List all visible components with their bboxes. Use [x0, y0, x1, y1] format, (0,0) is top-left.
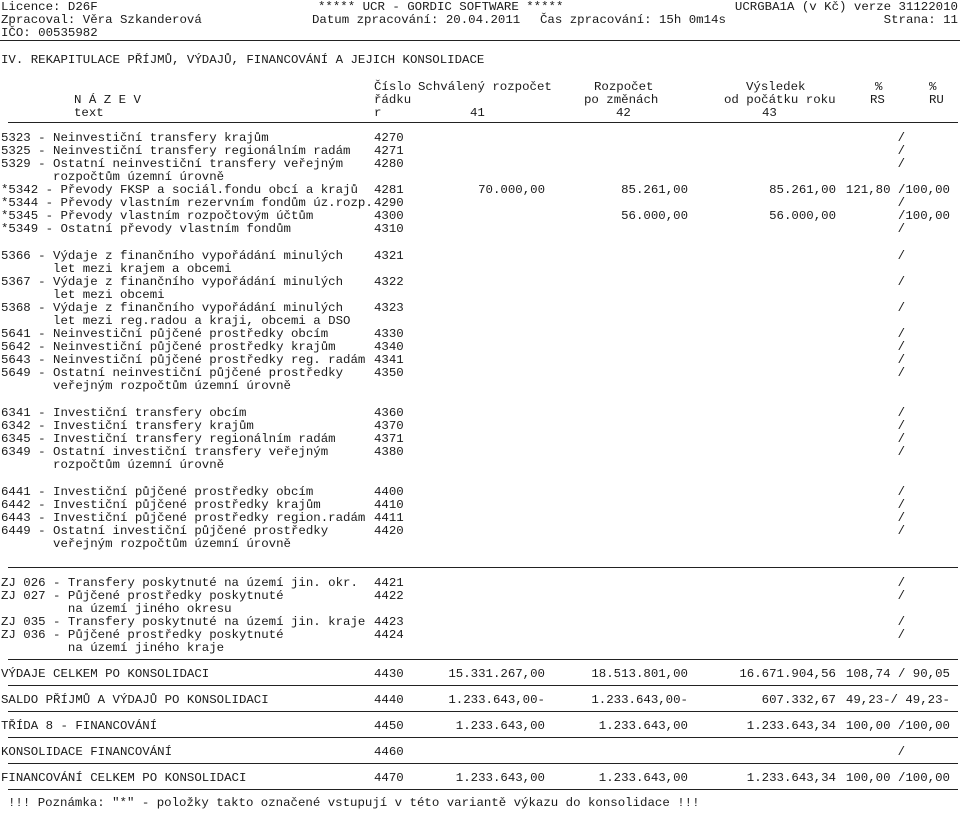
row-pct: / [897, 628, 905, 642]
row-name: ZJ 027 - Půjčené prostředky poskytnuté [1, 589, 284, 603]
col-rs: RS [870, 93, 885, 107]
row-schvaleny: 1.233.643,00- [448, 693, 545, 707]
row-number: 4290 [374, 196, 404, 210]
row-number: 4371 [374, 432, 404, 446]
row-number: 4424 [374, 628, 404, 642]
table-row [0, 157, 960, 171]
table-row [0, 485, 960, 499]
row-pct: / [897, 157, 905, 171]
row-pct: / [897, 196, 905, 210]
header-line-2 [0, 13, 960, 27]
row-number: 4271 [374, 144, 404, 158]
col-schvaleny: Schválený rozpočet [418, 80, 552, 94]
table-row [0, 589, 960, 603]
row-name: TŘÍDA 8 - FINANCOVÁNÍ [1, 719, 158, 733]
col-text: text [74, 106, 104, 120]
table-row [0, 719, 960, 733]
col-41: 41 [470, 106, 485, 120]
row-name: rozpočtům územní úrovně [1, 170, 225, 184]
row-pct: / [897, 745, 905, 759]
row-pct: / [897, 301, 905, 315]
row-pct: / [897, 249, 905, 263]
row-pct: 49,23-/ 49,23- [845, 693, 950, 707]
table-row [0, 745, 960, 759]
row-po-zmenach: 1.233.643,00 [598, 719, 688, 733]
row-name: let mezi krajem a obcemi [1, 262, 232, 276]
row-name: 6341 - Investiční transfery obcím [1, 406, 247, 420]
row-name: ZJ 026 - Transfery poskytnuté na území jin. okr. [1, 576, 358, 590]
row-number: 4400 [374, 485, 404, 499]
row-name: 5643 - Neinvestiční půjčené prostředky reg. radám [1, 353, 366, 367]
table-row-continuation [0, 314, 960, 328]
column-header-row-3 [0, 106, 960, 120]
row-number: 4380 [374, 445, 404, 459]
table-row [0, 366, 960, 380]
col-pct-1: % [875, 80, 883, 94]
row-po-zmenach: 85.261,00 [621, 183, 688, 197]
col-vysledek: Výsledek [746, 80, 806, 94]
row-name: let mezi reg.radou a kraji, obcemi a DSO [1, 314, 351, 328]
rule-before-financovani-celkem [8, 763, 958, 764]
row-name: 6345 - Investiční transfery regionálním radám [1, 432, 336, 446]
row-pct: / [897, 327, 905, 341]
row-number: 4321 [374, 249, 404, 263]
col-42: 42 [616, 106, 631, 120]
table-row [0, 576, 960, 590]
table-row-continuation [0, 379, 960, 393]
table-row [0, 209, 960, 223]
footnote [0, 796, 960, 810]
table-row-continuation [0, 170, 960, 184]
row-number: 4350 [374, 366, 404, 380]
row-name: ZJ 036 - Půjčené prostředky poskytnuté [1, 628, 284, 642]
processed-by: Zpracoval: Věra Szkanderová [1, 13, 202, 27]
rule-before-konsolidace [8, 737, 958, 738]
row-number: 4330 [374, 327, 404, 341]
row-pct: / [897, 340, 905, 354]
table-row-continuation [0, 641, 960, 655]
row-name: 6449 - Ostatní investiční půjčené prostředky [1, 524, 329, 538]
table-row [0, 353, 960, 367]
row-name: 5325 - Neinvestiční transfery regionálním radám [1, 144, 351, 158]
rule-before-vydaje [8, 659, 958, 660]
row-number: 4323 [374, 301, 404, 315]
table-row [0, 249, 960, 263]
table-row [0, 498, 960, 512]
row-name: 5323 - Neinvestiční transfery krajům [1, 131, 269, 145]
row-name: 6342 - Investiční transfery krajům [1, 419, 254, 433]
table-row [0, 327, 960, 341]
row-number: 4411 [374, 511, 404, 525]
table-row [0, 628, 960, 642]
row-pct: / [897, 144, 905, 158]
row-pct: / [897, 131, 905, 145]
row-number: 4423 [374, 615, 404, 629]
col-cislo: Číslo [374, 80, 412, 94]
table-row-continuation [0, 288, 960, 302]
processing-time: Čas zpracování: 15h 0m14s [540, 13, 726, 27]
row-name: *5344 - Převody vlastním rezervním fondům úz.rozp. [1, 196, 373, 210]
row-schvaleny: 70.000,00 [478, 183, 545, 197]
row-pct: / [897, 222, 905, 236]
row-number: 4470 [374, 771, 404, 785]
row-pct: 100,00 /100,00 [845, 771, 950, 785]
table-row [0, 419, 960, 433]
header-line-3 [0, 26, 960, 40]
row-vysledek: 56.000,00 [769, 209, 836, 223]
row-pct: 108,74 / 90,05 [845, 667, 950, 681]
row-name: 6442 - Investiční půjčené prostředky krajům [1, 498, 321, 512]
col-nazev: N Á Z E V [74, 93, 141, 107]
table-row [0, 222, 960, 236]
table-row [0, 667, 960, 681]
row-name: 6443 - Investiční půjčené prostředky region.radám [1, 511, 366, 525]
table-row [0, 432, 960, 446]
page-number: Strana: 11 [883, 13, 958, 27]
table-row [0, 406, 960, 420]
row-name: na území jiného okresu [1, 602, 232, 616]
header-rule [0, 40, 960, 41]
row-number: 4360 [374, 406, 404, 420]
row-number: 4422 [374, 589, 404, 603]
row-pct: / [897, 576, 905, 590]
row-name: KONSOLIDACE FINANCOVÁNÍ [1, 745, 173, 759]
table-row-continuation [0, 458, 960, 472]
row-name: *5345 - Převody vlastním rozpočtovým účtům [1, 209, 314, 223]
row-pct: / [897, 524, 905, 538]
row-number: 4341 [374, 353, 404, 367]
table-row-continuation [0, 602, 960, 616]
row-number: 4410 [374, 498, 404, 512]
row-name: 6349 - Ostatní investiční transfery veřejným [1, 445, 329, 459]
row-pct: / [897, 511, 905, 525]
row-name: 5367 - Výdaje z finančního vypořádání minulých [1, 275, 344, 289]
row-po-zmenach: 18.513.801,00 [591, 667, 688, 681]
row-number: 4420 [374, 524, 404, 538]
section-title-text: IV. REKAPITULACE PŘÍJMŮ, VÝDAJŮ, FINANCOVÁNÍ A JEJICH KONSOLIDACE [1, 53, 485, 67]
col-radku: řádku [374, 93, 412, 107]
row-number: 4310 [374, 222, 404, 236]
row-pct: / [897, 589, 905, 603]
row-name: 5329 - Ostatní neinvestiční transfery veřejným [1, 157, 344, 171]
row-vysledek: 16.671.904,56 [739, 667, 836, 681]
section-title [0, 53, 960, 67]
table-row [0, 131, 960, 145]
col-ru: RU [929, 93, 944, 107]
table-row [0, 524, 960, 538]
table-row [0, 693, 960, 707]
processed-date: Datum zpracování: 20.04.2011 [312, 13, 521, 27]
row-pct: / [897, 366, 905, 380]
column-header-rule [8, 122, 958, 123]
row-name: 5368 - Výdaje z finančního vypořádání minulých [1, 301, 344, 315]
row-number: 4281 [374, 183, 404, 197]
ico: IČO: 00535982 [1, 26, 98, 40]
row-pct: / [897, 615, 905, 629]
row-name: FINANCOVÁNÍ CELKEM PO KONSOLIDACI [1, 771, 247, 785]
row-name: 5642 - Neinvestiční půjčené prostředky krajům [1, 340, 336, 354]
row-name: ZJ 035 - Transfery poskytnuté na území jin. kraje [1, 615, 366, 629]
table-row [0, 144, 960, 158]
report-code: UCRGBA1A (v Kč) verze 31122010 [734, 0, 958, 14]
row-pct: / [897, 445, 905, 459]
row-name: rozpočtům územní úrovně [1, 458, 225, 472]
row-name: *5342 - Převody FKSP a sociál.fondu obcí a krajů [1, 183, 358, 197]
footnote-text: !!! Poznámka: "*" - položky takto označené vstupují v této variantě výkazu do konsolidace !!! [8, 796, 700, 810]
col-od-pocatku: od počátku roku [724, 93, 836, 107]
row-number: 4300 [374, 209, 404, 223]
row-name: veřejným rozpočtům územní úrovně [1, 379, 291, 393]
row-name: 5641 - Neinvestiční půjčené prostředky obcím [1, 327, 329, 341]
row-number: 4460 [374, 745, 404, 759]
column-header-row-1 [0, 80, 960, 94]
table-row [0, 340, 960, 354]
row-pct: 121,80 /100,00 [845, 183, 950, 197]
licence: Licence: D26F [1, 0, 98, 14]
row-number: 4450 [374, 719, 404, 733]
table-row [0, 615, 960, 629]
row-vysledek: 85.261,00 [769, 183, 836, 197]
row-vysledek: 1.233.643,34 [746, 771, 836, 785]
col-pct-2: % [929, 80, 937, 94]
col-43: 43 [762, 106, 777, 120]
row-number: 4280 [374, 157, 404, 171]
product-name: ***** UCR - GORDIC SOFTWARE ***** [318, 0, 564, 14]
table-row [0, 196, 960, 210]
row-pct: / [897, 353, 905, 367]
row-name: 5366 - Výdaje z finančního vypořádání minulých [1, 249, 344, 263]
row-schvaleny: 1.233.643,00 [455, 771, 545, 785]
row-schvaleny: 15.331.267,00 [448, 667, 545, 681]
row-name: *5349 - Ostatní převody vlastním fondům [1, 222, 291, 236]
table-row [0, 301, 960, 315]
table-row [0, 275, 960, 289]
row-vysledek: 607.332,67 [761, 693, 836, 707]
row-number: 4421 [374, 576, 404, 590]
rule-before-saldo [8, 685, 958, 686]
row-name: 6441 - Investiční půjčené prostředky obcím [1, 485, 314, 499]
table-row-continuation [0, 537, 960, 551]
row-name: na území jiného kraje [1, 641, 225, 655]
row-pct: / [897, 419, 905, 433]
rule-before-trida8 [8, 711, 958, 712]
header-line-1 [0, 0, 960, 14]
row-name: let mezi obcemi [1, 288, 165, 302]
row-number: 4370 [374, 419, 404, 433]
row-pct: 100,00 /100,00 [845, 719, 950, 733]
row-po-zmenach: 1.233.643,00 [598, 771, 688, 785]
row-number: 4322 [374, 275, 404, 289]
row-name: veřejným rozpočtům územní úrovně [1, 537, 291, 551]
table-row [0, 511, 960, 525]
row-number: 4440 [374, 693, 404, 707]
row-number: 4340 [374, 340, 404, 354]
table-row [0, 183, 960, 197]
column-header-row-2 [0, 93, 960, 107]
rule-before-footnote [8, 789, 958, 790]
row-schvaleny: 1.233.643,00 [455, 719, 545, 733]
row-pct: / [897, 432, 905, 446]
row-name: VÝDAJE CELKEM PO KONSOLIDACI [1, 667, 210, 681]
row-vysledek: 1.233.643,34 [746, 719, 836, 733]
col-po-zmenach: po změnách [584, 93, 659, 107]
row-po-zmenach: 1.233.643,00- [591, 693, 688, 707]
row-pct: / [897, 498, 905, 512]
row-pct: / [897, 406, 905, 420]
col-r: r [374, 106, 382, 120]
table-row [0, 445, 960, 459]
row-po-zmenach: 56.000,00 [621, 209, 688, 223]
row-number: 4430 [374, 667, 404, 681]
row-name: 5649 - Ostatní neinvestiční půjčené prostředky [1, 366, 344, 380]
row-number: 4270 [374, 131, 404, 145]
row-name: SALDO PŘÍJMŮ A VÝDAJŮ PO KONSOLIDACI [1, 693, 269, 707]
table-row [0, 771, 960, 785]
col-rozpocet: Rozpočet [594, 80, 654, 94]
rule-before-zj [8, 567, 958, 568]
row-pct: / [897, 275, 905, 289]
table-row-continuation [0, 262, 960, 276]
row-pct: /100,00 [897, 209, 950, 223]
row-pct: / [897, 485, 905, 499]
